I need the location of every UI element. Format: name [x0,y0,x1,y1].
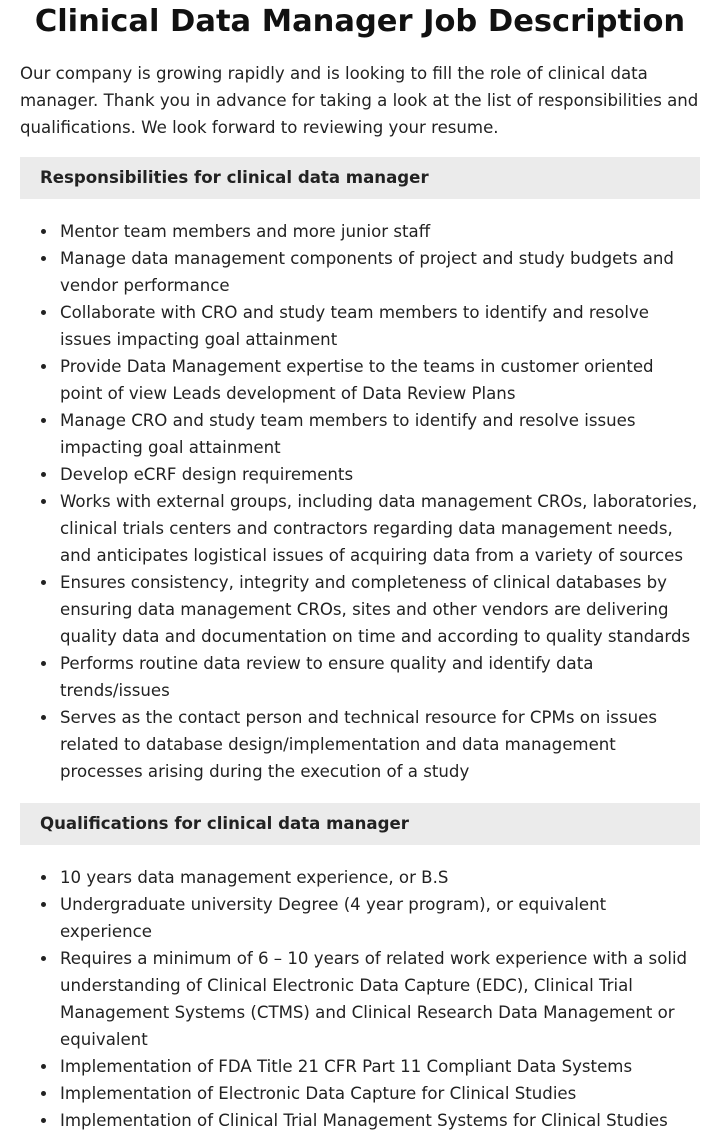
list-item [20,891,700,945]
list-item [20,1080,700,1107]
list-item [20,864,700,891]
list-item [20,704,700,785]
bullet-icon [41,418,46,423]
intro-paragraph: Our company is growing rapidly and is looking to fill the role of clinical data manager. Thank you in advance for taking a look at the list of responsibilities and qualifications. We look forward to reviewing your resume. [20,64,699,137]
list-item [20,488,700,569]
bullet-icon [41,472,46,477]
list-item [20,245,700,299]
bullet-icon [41,715,46,720]
list-item-text: Undergraduate university Degree (4 year program), or equivalent experience [60,895,607,941]
list-item [20,1107,700,1134]
list-item [20,218,700,245]
list-item-text: Manage data management components of project and study budgets and vendor performance [60,249,674,295]
bullet-icon [41,956,46,961]
page-title: Clinical Data Manager Job Description [34,4,686,39]
bullet-icon [41,580,46,585]
list-item-text: Implementation of FDA Title 21 CFR Part 11 Compliant Data Systems [60,1057,633,1076]
list-item [20,1053,700,1080]
list-item-text: Develop eCRF design requirements [60,465,354,484]
bullet-icon [41,229,46,234]
bullet-icon [41,902,46,907]
list-item-text: Works with external groups, including data management CROs, laboratories, clinical trials centers and contractors regarding data management needs, and anticipates logistical issues of acquiring data from a variety of sources [60,492,698,565]
list-item-text: Mentor team members and more junior staff [60,222,431,241]
bullet-icon [41,499,46,504]
list-item-text: Collaborate with CRO and study team members to identify and resolve issues impacting goal attainment [60,303,650,349]
qualifications-list [20,864,700,1134]
list-item-text: Performs routine data review to ensure quality and identify data trends/issues [60,654,594,700]
list-item-text: Serves as the contact person and technical resource for CPMs on issues related to database design/implementation and data management processes arising during the execution of a study [60,708,657,781]
list-item-text: Implementation of Clinical Trial Management Systems for Clinical Studies [60,1111,668,1130]
list-item [20,299,700,353]
list-item [20,353,700,407]
bullet-icon [41,661,46,666]
bullet-icon [41,1091,46,1096]
bullet-icon [41,875,46,880]
list-item-text: Manage CRO and study team members to identify and resolve issues impacting goal attainment [60,411,636,457]
responsibilities-list [20,218,700,785]
list-item [20,650,700,704]
list-item [20,461,700,488]
list-item [20,407,700,461]
list-item-text: Ensures consistency, integrity and completeness of clinical databases by ensuring data management CROs, sites and other vendors are delivering quality data and documentation on time and according to quality standards [60,573,691,646]
bullet-icon [41,1118,46,1123]
qualifications-heading: Qualifications for clinical data manager [20,803,700,845]
list-item [20,945,700,1053]
bullet-icon [41,364,46,369]
list-item-text: Implementation of Electronic Data Capture for Clinical Studies [60,1084,577,1103]
bullet-icon [41,310,46,315]
bullet-icon [41,1064,46,1069]
list-item-text: Requires a minimum of 6 – 10 years of related work experience with a solid understanding of Clinical Electronic Data Capture (EDC), Clinical Trial Management Systems (CTMS) and Clinical Research Data Management or equivalent [60,949,688,1049]
list-item-text: Provide Data Management expertise to the teams in customer oriented point of view Leads development of Data Review Plans [60,357,654,403]
responsibilities-heading: Responsibilities for clinical data manager [20,157,700,199]
list-item [20,569,700,650]
bullet-icon [41,256,46,261]
list-item-text: 10 years data management experience, or B.S [60,868,449,887]
